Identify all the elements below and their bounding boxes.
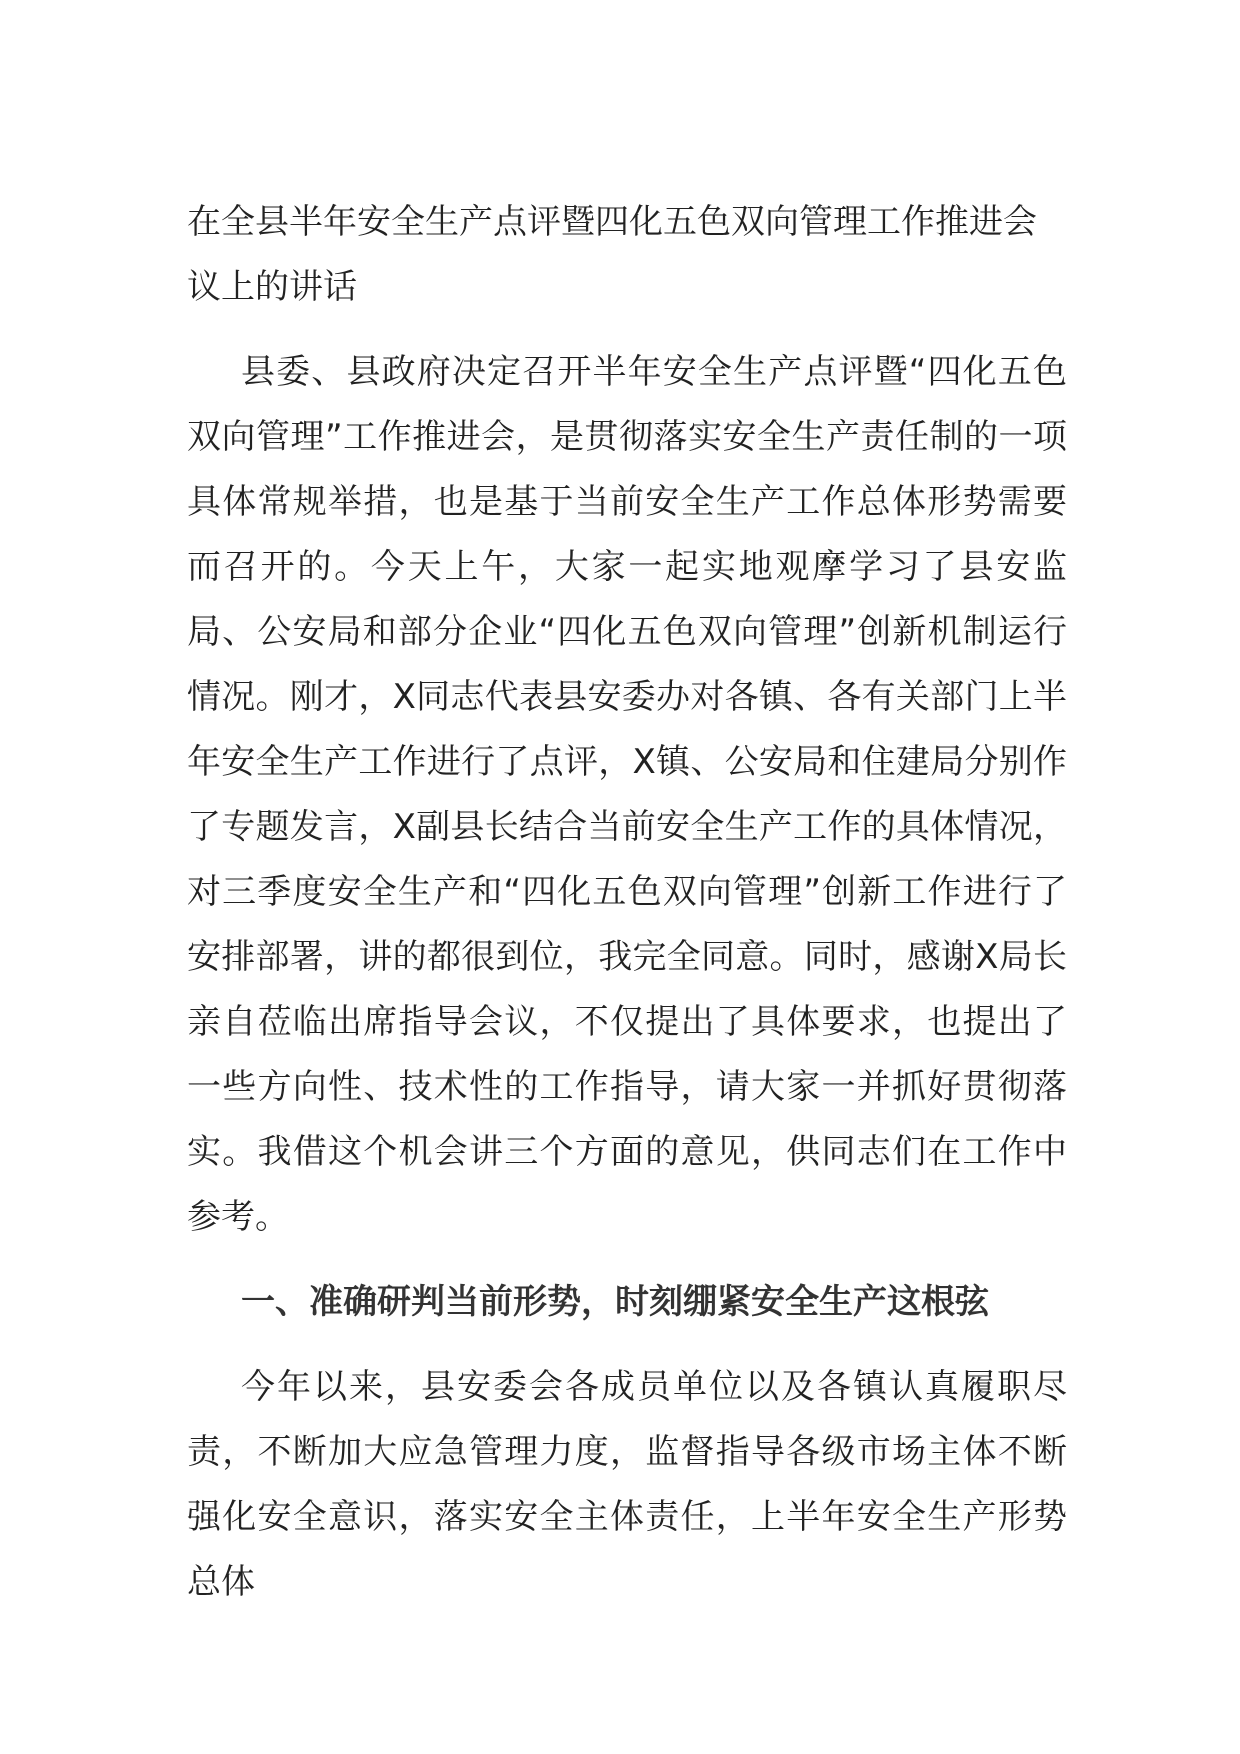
section-heading-1: 一、准确研判当前形势，时刻绷紧安全生产这根弦 — [241, 1282, 989, 1322]
paragraph-opening: 县委、县政府决定召开半年安全生产点评暨“四化五色双向管理”工作推进会，是贯彻落实安全生产责任制的一项具体常规举措，也是基于当前安全生产工作总体形势需要而召开的。今天上午，大家一起实地观摩学习了县安监局、公安局和部分企业“四化五色双向管理”创新机制运行情况。刚才，X同志代表县安委办对各镇、各有关部门上半年安全生产工作进行了点评，X镇、公安局和住建局分别作了专题发言，X副县长结合当前安全生产工作的具体情况，对三季度安全生产和“四化五色双向管理”创新工作进行了安排部署，讲的都很到位，我完全同意。同时，感谢X局长亲自莅临出席指导会议，不仅提出了具体要求，也提出了一些方向性、技术性的工作指导，请大家一并抓好贯彻落实。我借这个机会讲三个方面的意见，供同志们在工作中参考。 — [187, 352, 1067, 1237]
paragraph-section-1: 今年以来，县安委会各成员单位以及各镇认真履职尽责，不断加大应急管理力度，监督指导各级市场主体不断强化安全意识，落实安全主体责任，上半年安全生产形势总体 — [187, 1367, 1067, 1602]
document-title: 在全县半年安全生产点评暨四化五色双向管理工作推进会议上的讲话 — [187, 202, 1037, 307]
document-body — [187, 190, 1067, 1615]
